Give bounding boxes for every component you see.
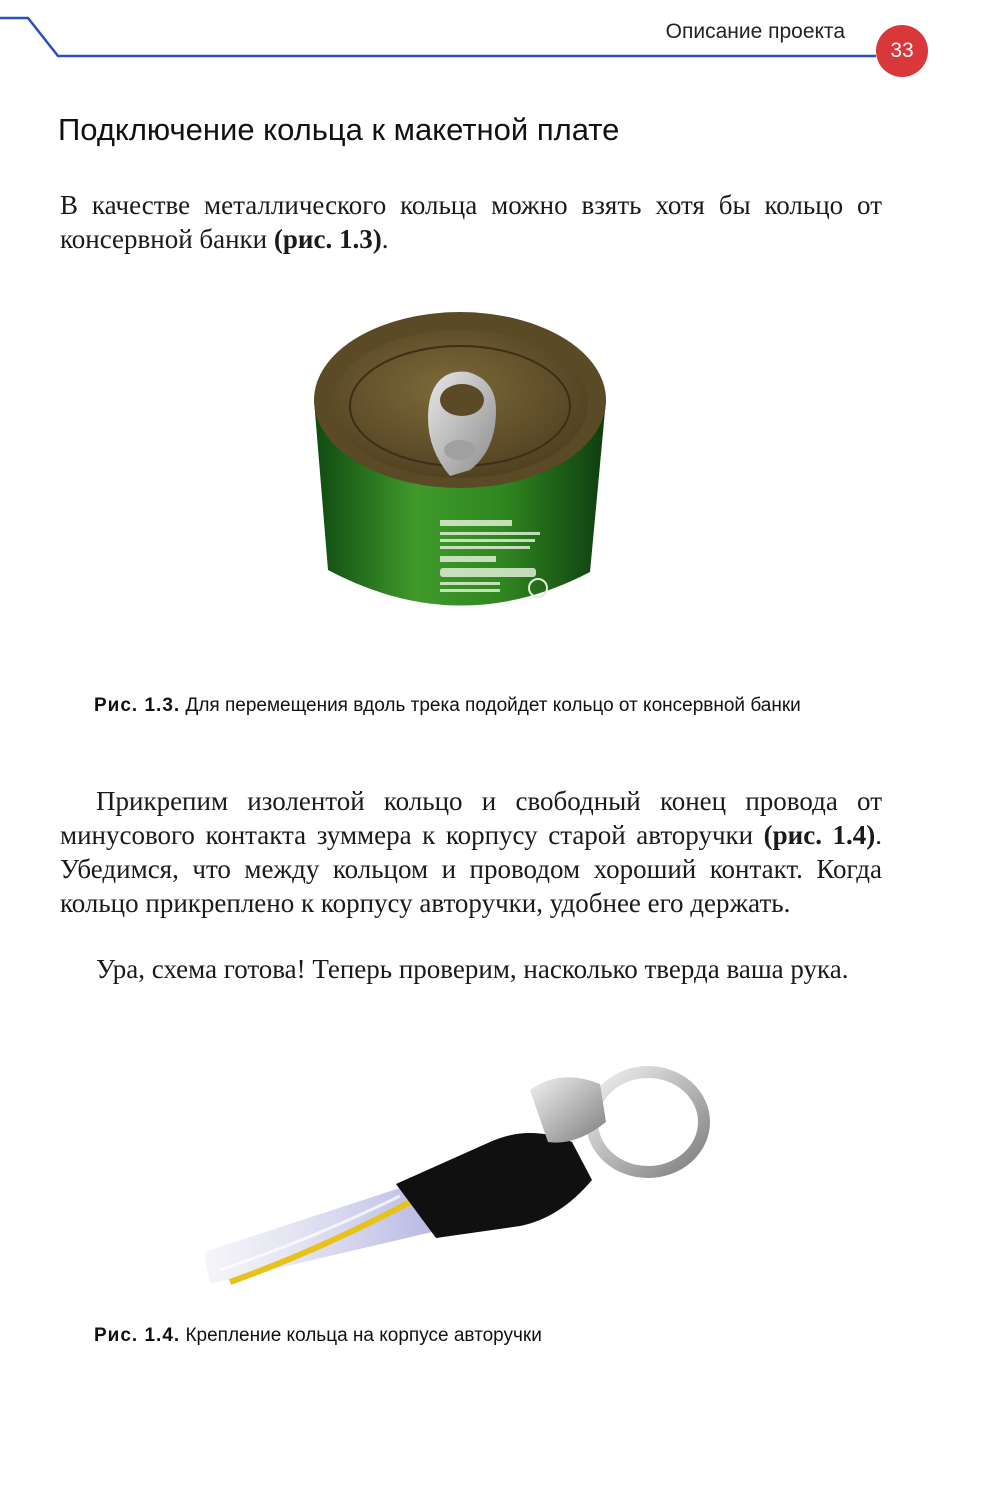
body-paragraph-2: Ура, схема готова! Теперь проверим, насколько тверда ваша рука. [96,954,849,984]
body-paragraph-1 [60,784,882,920]
caption-label-1-3: Рис. 1.3. [94,695,181,716]
header-rule [0,0,1000,80]
section-title: Подключение кольца к макетной плате [58,112,620,147]
tin-can-image [300,300,640,640]
body-p1-start: Прикрепим изолентой кольцо и свободный конец провода от минусового контакта зуммера к корпусу старой авторучки [60,786,882,850]
figure-ref-1-3: (рис. 1.3) [273,224,382,254]
figure-1-4-caption [94,1322,854,1349]
figure-1-3-caption [94,692,854,719]
page-number-badge: 33 [876,25,928,77]
intro-text: В качестве металлического кольца можно взять хотя бы кольцо от консервной банки [60,190,882,254]
intro-tail: . [381,224,389,254]
caption-text-1-4: Крепление кольца на корпусе авторучки [180,1325,542,1346]
running-head: Описание проекта [665,20,845,43]
figure-ref-1-4: (рис. 1.4) [763,820,876,850]
caption-text-1-3: Для перемещения вдоль трека подойдет кольцо от консервной банки [180,695,801,716]
pen-ring-image [200,1050,720,1300]
intro-paragraph [60,188,882,256]
caption-label-1-4: Рис. 1.4. [94,1325,181,1346]
body-p1-end: . Убедимся, что между кольцом и проводом хороший контакт. Когда кольцо прикреплено к корпусу авторучки, удобнее его держать. [60,820,882,918]
